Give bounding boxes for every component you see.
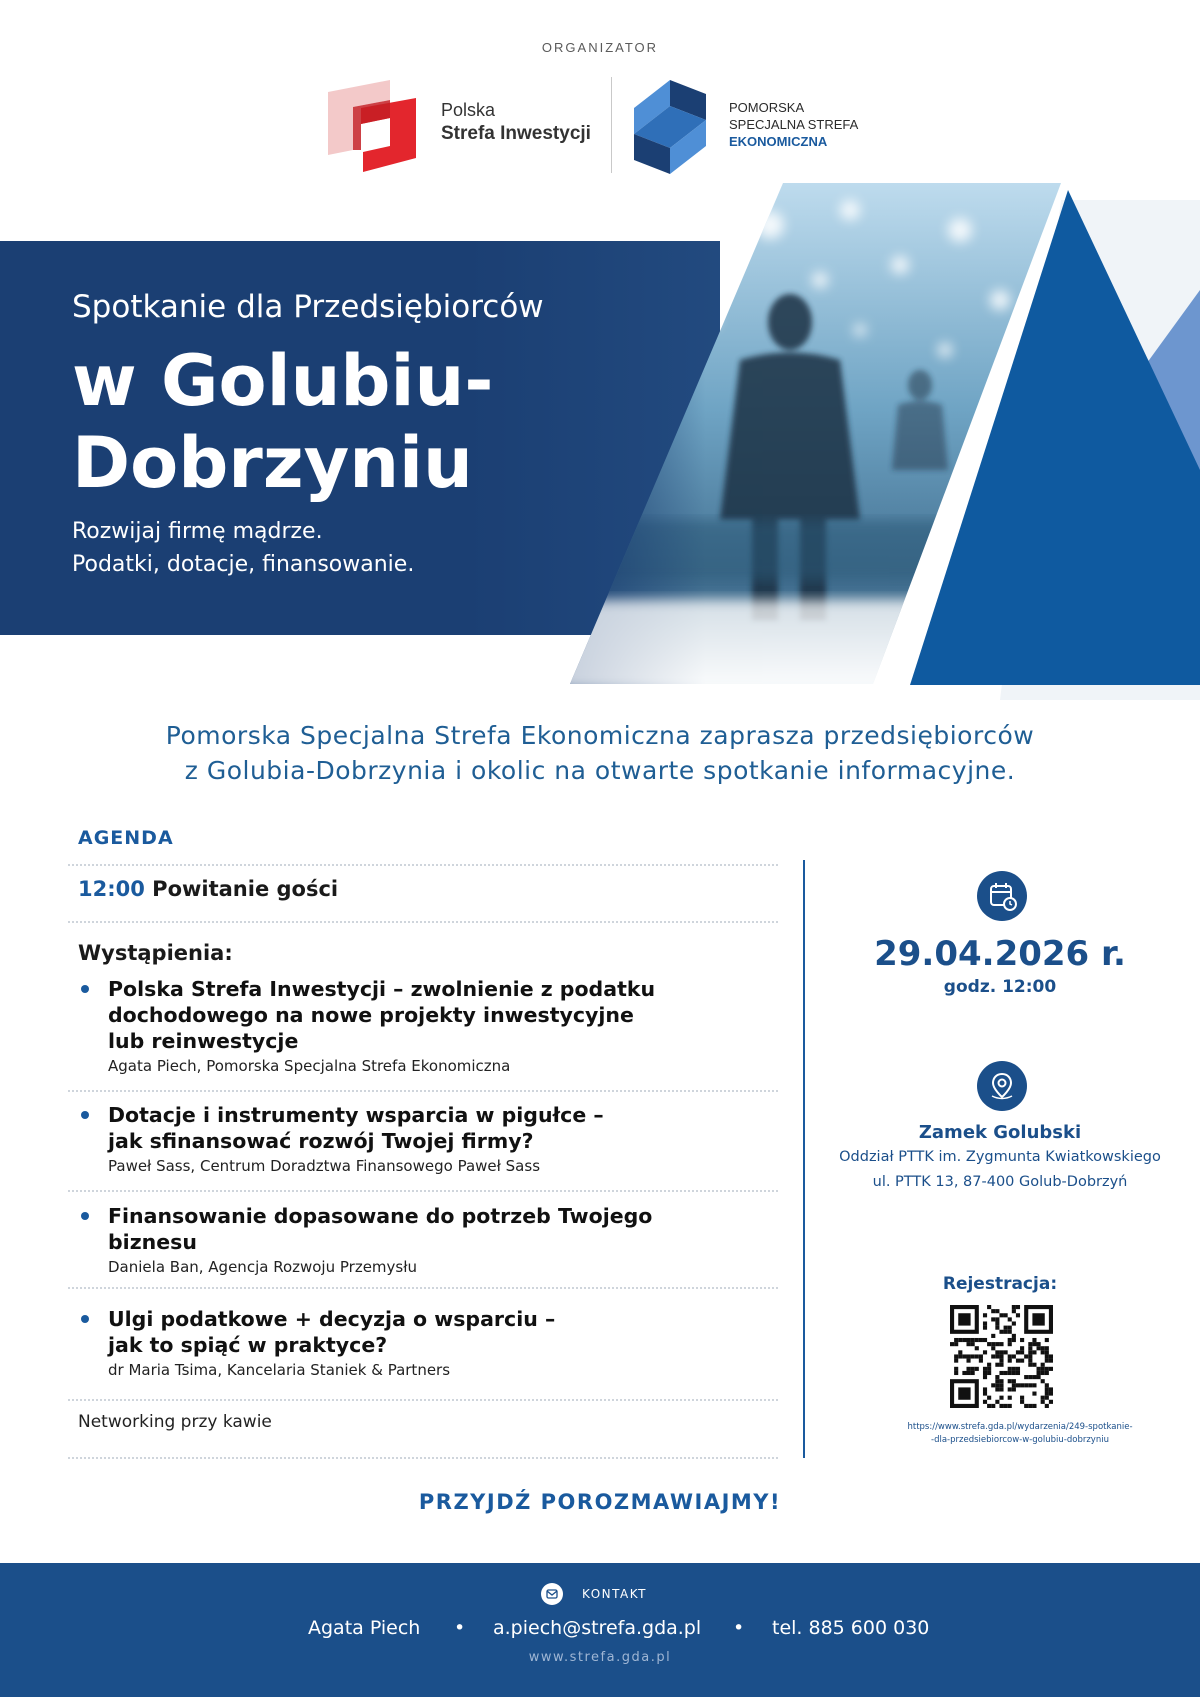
hero-title-line1: w Golubiu- bbox=[72, 340, 494, 422]
bullet-icon bbox=[81, 1212, 89, 1220]
talk-title-line: dochodowego na nowe projekty inwestycyjne bbox=[108, 1003, 634, 1027]
event-venue-line1: Oddział PTTK im. Zygmunta Kwiatkowskiego bbox=[839, 1149, 1161, 1165]
hero-tagline-line2: Podatki, dotacje, finansowanie. bbox=[72, 552, 415, 577]
agenda-divider bbox=[68, 864, 778, 866]
agenda-talk bbox=[108, 1203, 708, 1277]
contact-name: Agata Piech bbox=[308, 1617, 421, 1639]
agenda-heading: AGENDA bbox=[78, 827, 174, 849]
agenda-talk bbox=[108, 1306, 708, 1380]
intro-line2: z Golubia-Dobrzynia i okolic na otwarte spotkanie informacyjne. bbox=[184, 756, 1016, 785]
agenda-divider bbox=[68, 1090, 778, 1092]
talk-title bbox=[108, 1203, 708, 1255]
contact-phone[interactable]: tel. 885 600 030 bbox=[772, 1617, 930, 1639]
psi-logo-line1: Polska bbox=[441, 100, 496, 120]
contact-label: KONTAKT bbox=[582, 1587, 648, 1601]
event-date: 29.04.2026 r. bbox=[874, 934, 1126, 974]
calendar-clock-icon bbox=[977, 871, 1027, 921]
hero-tagline-line1: Rozwijaj firmę mądrze. bbox=[72, 519, 323, 544]
organizer-label: ORGANIZATOR bbox=[541, 40, 659, 55]
agenda-divider bbox=[68, 921, 778, 923]
agenda-welcome-time: 12:00 bbox=[78, 877, 145, 901]
agenda-networking: Networking przy kawie bbox=[78, 1412, 272, 1432]
column-divider bbox=[803, 860, 805, 1458]
agenda-divider bbox=[68, 1399, 778, 1401]
talk-title bbox=[108, 976, 708, 1054]
intro-text bbox=[60, 718, 1140, 788]
contact-icon bbox=[541, 1583, 563, 1605]
psse-logo-line1: POMORSKA bbox=[729, 100, 805, 115]
talk-title-line: biznesu bbox=[108, 1230, 197, 1254]
talk-title-line: jak to spiąć w praktyce? bbox=[108, 1333, 388, 1357]
talk-title-line: jak sfinansować rozwój Twojej firmy? bbox=[108, 1129, 534, 1153]
registration-url-line1[interactable]: https://www.strefa.gda.pl/wydarzenia/249-spotkanie- bbox=[907, 1422, 1133, 1432]
talk-title-line: Polska Strefa Inwestycji – zwolnienie z podatku bbox=[108, 977, 656, 1001]
call-to-action: PRZYJDŹ POROZMAWIAJMY! bbox=[418, 1490, 782, 1514]
talk-title-line: lub reinwestycje bbox=[108, 1029, 299, 1053]
hero-tagline bbox=[72, 515, 414, 581]
event-time: godz. 12:00 bbox=[943, 977, 1057, 997]
agenda-welcome bbox=[78, 877, 338, 901]
talk-speaker: Agata Piech, Pomorska Specjalna Strefa Ekonomiczna bbox=[108, 1057, 511, 1075]
bullet-icon bbox=[81, 985, 89, 993]
agenda-talk bbox=[108, 1102, 708, 1176]
hero-title bbox=[72, 340, 672, 504]
bullet-icon bbox=[81, 1111, 89, 1119]
contact-email-link[interactable]: a.piech@strefa.gda.pl bbox=[493, 1617, 702, 1639]
agenda-welcome-label: Powitanie gości bbox=[152, 877, 339, 901]
psse-logo-line3: EKONOMICZNA bbox=[729, 134, 828, 149]
map-pin-icon bbox=[977, 1061, 1027, 1111]
agenda-divider bbox=[68, 1287, 778, 1289]
talk-title bbox=[108, 1102, 708, 1154]
contact-separator: • bbox=[733, 1617, 745, 1639]
talk-title-line: Ulgi podatkowe + decyzja o wsparciu – bbox=[108, 1307, 556, 1331]
bullet-icon bbox=[81, 1315, 89, 1323]
talk-title-line: Finansowanie dopasowane do potrzeb Twojego bbox=[108, 1204, 653, 1228]
psse-logo-line2: SPECJALNA STREFA bbox=[729, 117, 859, 132]
talk-speaker: Paweł Sass, Centrum Doradztwa Finansowego Paweł Sass bbox=[108, 1157, 541, 1175]
talk-speaker: dr Maria Tsima, Kancelaria Staniek & Partners bbox=[108, 1361, 451, 1379]
qr-code[interactable] bbox=[950, 1305, 1053, 1408]
talk-title-line: Dotacje i instrumenty wsparcia w pigułce – bbox=[108, 1103, 604, 1127]
contact-separator: • bbox=[454, 1617, 466, 1639]
website-link[interactable]: www.strefa.gda.pl bbox=[528, 1650, 672, 1665]
event-venue-line2: ul. PTTK 13, 87-400 Golub-Dobrzyń bbox=[872, 1174, 1128, 1190]
agenda-talk bbox=[108, 976, 708, 1076]
talk-speaker: Daniela Ban, Agencja Rozwoju Przemysłu bbox=[108, 1258, 418, 1276]
hero-title-line2: Dobrzyniu bbox=[72, 422, 473, 504]
registration-url-line2[interactable]: -dla-przedsiebiorcow-w-golubiu-dobrzyniu bbox=[931, 1435, 1109, 1445]
event-venue: Zamek Golubski bbox=[918, 1122, 1082, 1143]
talk-title bbox=[108, 1306, 708, 1358]
hero-subtitle: Spotkanie dla Przedsiębiorców bbox=[72, 289, 544, 325]
agenda-divider bbox=[68, 1457, 778, 1459]
registration-label: Rejestracja: bbox=[942, 1274, 1058, 1294]
intro-line1: Pomorska Specjalna Strefa Ekonomiczna zaprasza przedsiębiorców bbox=[165, 721, 1035, 750]
psi-logo-line2: Strefa Inwestycji bbox=[441, 123, 591, 144]
talks-heading: Wystąpienia: bbox=[78, 941, 233, 965]
agenda-divider bbox=[68, 1190, 778, 1192]
